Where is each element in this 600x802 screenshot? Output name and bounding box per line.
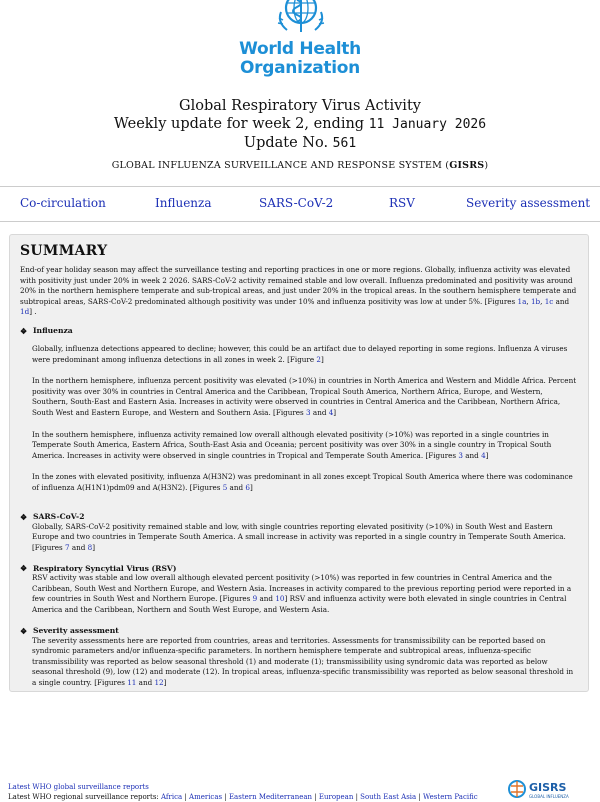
- nav-co-circulation[interactable]: Co-circulation: [20, 196, 106, 210]
- figure-link-1b[interactable]: 1b: [530, 296, 541, 306]
- severity-text-body: The severity assessments here are reported from countries, areas and territories. Assessments for transmissibility can be reported based on syndromic parameters and/or influenza-specific parameters. In northern hemisphere temperate and subtropical areas, influenza-specific transmissibility was reported as below seasonal threshold (1) and moderate (1); transmissibility using syndromic data was reported as below seasonal threshold (9), low (12) and moderate (12). In tropical areas, influenza-specific transmissibility was reported as below seasonal threshold in a single country. [Figures: [32, 635, 574, 688]
- sars-heading: [20, 512, 578, 522]
- region-link-americas[interactable]: Americas: [189, 793, 223, 801]
- figure-link-5[interactable]: 5: [222, 482, 228, 492]
- figure-link-11[interactable]: 11: [127, 678, 137, 688]
- who-logo: [0, 0, 600, 90]
- summary-box: [9, 234, 589, 692]
- header: [0, 0, 600, 171]
- influenza-section: [20, 326, 578, 494]
- section-nav: [0, 186, 600, 222]
- figure-link-10[interactable]: 10: [275, 594, 285, 604]
- severity-heading-text: Severity assessment: [33, 626, 119, 636]
- week-end-date: 11 January 2026: [368, 117, 487, 132]
- global-reports-link[interactable]: Latest WHO global surveillance reports: [8, 783, 149, 791]
- regional-reports-line: Latest WHO regional surveillance reports: Africa | Americas | Eastern Mediterranean | European | South East Asia | Western Pacific: [8, 793, 478, 801]
- report-titles: [0, 97, 600, 171]
- who-wordmark-line2: Organization: [240, 58, 360, 78]
- region-link-european[interactable]: European: [318, 793, 354, 801]
- nav-rsv[interactable]: RSV: [389, 196, 415, 210]
- figure-link-8[interactable]: 8: [87, 542, 93, 552]
- bullet-icon: ❖: [20, 325, 28, 336]
- severity-heading: [20, 626, 578, 636]
- nav-severity-assessment[interactable]: Severity assessment: [466, 196, 591, 210]
- summary-heading: SUMMARY: [20, 243, 108, 259]
- sars-text: Globally, SARS-CoV-2 positivity remained stable and low, with single countries reporting elevated positivity (>10%) in South West and Eastern Europe and two countries in Temperate South America. A small increase in activity was reported in a single country in Temperate South America. [Figures 7 and 8]: [32, 521, 566, 552]
- influenza-heading: [20, 326, 578, 336]
- footer: [8, 782, 478, 802]
- who-wordmark-line1: World Health: [239, 39, 361, 59]
- figure-link-6[interactable]: 6: [245, 482, 250, 492]
- figure-link-2[interactable]: 2: [316, 354, 321, 364]
- influenza-p2: In the northern hemisphere, influenza percent positivity was elevated (>10%) in countries in North America and Western and Middle Africa. Percent positivity was over 30% in countries in Central America and the Caribbean, Tropical South America, Northern Africa, Europe, and Western, Southern, South-East and Eastern Asia. Increases in activity were observed in countries in Central America and the Caribbean, Northern Africa, South West and Eastern Europe, and Western and Southern Asia. [Figures 3 and 4]: [32, 376, 577, 417]
- figure-link-9[interactable]: 9: [252, 594, 258, 604]
- report-title: Global Respiratory Virus Activity: [179, 98, 421, 114]
- who-wordmark: [0, 40, 600, 78]
- influenza-p3: In the southern hemisphere, influenza activity remained low overall although elevated positivity (>10%) was reported in a single countries in Temperate South America, Eastern Africa, South-East Asia and Oceania; percent positivity was over 30% in a single country in Tropical South America. Increases in activity were observed in single countries in Tropical and Temperate South America. [Figures 3 and 4]: [32, 429, 552, 460]
- update-number-line: [0, 134, 600, 153]
- figure-link-1c[interactable]: 1c: [544, 296, 554, 306]
- influenza-p4-text: In the zones with elevated positivity, influenza A(H3N2) was predominant in all zones except Tropical South America where there was codominance of influenza A(H1N1)pdm09 and A(H3N2). [Figures: [32, 472, 573, 492]
- influenza-p3-text: In the southern hemisphere, influenza activity remained low overall although elevated positivity (>10%) was reported in a single countries in Temperate South America, Eastern Africa, South-East Asia and Oceania; percent positivity was over 30% in a single country in Tropical South America. Increases in activity were observed in single countries in Tropical and Temperate South America. [Figures: [32, 429, 552, 460]
- sars-heading-text: SARS-CoV-2: [33, 512, 85, 521]
- gisrs-system-line: [0, 160, 600, 171]
- severity-text: The severity assessments here are reported from countries, areas and territories. Assessments for transmissibility can be reported based on syndromic parameters and/or influenza-specific parameters. In northern hemisphere temperate and subtropical areas, influenza-specific transmissibility was reported as below seasonal threshold (1) and moderate (1); transmissibility using syndromic data was reported as below seasonal threshold (9), low (12) and moderate (12). In tropical areas, influenza-specific transmissibility was reported as below seasonal threshold in a single country. [Figures 11 and 12]: [32, 635, 574, 688]
- rsv-text-body-2: RSV and influenza activity were both elevated in single countries in Central America and the Caribbean, Northern and South West Europe, and Western Asia.: [32, 594, 567, 615]
- gisrs-logo-icon: [508, 778, 598, 800]
- gisrs-prefix: GLOBAL INFLUENZA SURVEILLANCE AND RESPONSE SYSTEM (: [111, 160, 450, 171]
- figure-link-7[interactable]: 7: [65, 542, 70, 552]
- sars-section: [20, 512, 578, 554]
- region-link-western-pacific[interactable]: Western Pacific: [423, 793, 478, 801]
- rsv-heading-text: Respiratory Syncytial Virus (RSV): [33, 563, 177, 573]
- week-label: Weekly update for week 2, ending: [113, 116, 365, 132]
- summary-intro: End-of year holiday season may affect the surveillance testing and reporting practices in one or more regions. Globally, influenza activity was elevated with positivity just under 20% in week 2 2026. SARS-CoV-2 activity remained stable and low overall. Influenza predominated and positivity was around 20% in the northern hemisphere temperate and sub-tropical areas, and just under 20% in the tropical areas. In the southern hemisphere temperate and subtropical areas, SARS-CoV-2 predominated although positivity was under 10% and influenza positivity was low at under 5%. [Figures 1a, 1b, 1c and 1d] .: [20, 265, 577, 317]
- influenza-p4: In the zones with elevated positivity, influenza A(H3N2) was predominant in all zones except Tropical South America where there was codominance of influenza A(H1N1)pdm09 and A(H3N2). [Figures 5 and 6]: [32, 472, 573, 492]
- nav-influenza[interactable]: Influenza: [155, 196, 212, 210]
- nav-sars-cov-2[interactable]: SARS-CoV-2: [259, 196, 334, 210]
- gisrs-suffix: ): [484, 160, 489, 171]
- bullet-icon: ❖: [20, 625, 28, 636]
- update-label: Update No.: [243, 135, 329, 151]
- rsv-section: [20, 563, 578, 615]
- influenza-p1-text: Globally, influenza detections appeared to decline; however, this could be an artifact due to delayed reporting in some regions. Influenza A viruses were predominant among influenza detections in all zones in week 2. [Figure: [32, 343, 568, 364]
- region-link-africa[interactable]: Africa: [161, 793, 183, 801]
- influenza-body: [32, 344, 578, 494]
- figure-link-4[interactable]: 4: [328, 407, 334, 417]
- region-link-eastern-mediterranean[interactable]: Eastern Mediterranean: [228, 793, 313, 801]
- severity-section: [20, 626, 578, 689]
- gisrs-logo-sub: GLOBAL INFLUENZA: [529, 794, 569, 799]
- bullet-icon: ❖: [20, 563, 28, 574]
- rsv-text: RSV activity was stable and low overall although elevated percent positivity (>10%) was reported in few countries in Central America and the Caribbean, South West and Northern Europe, and Western Asia. Increases in activity compared to the previous reporting period were reported in a few countries in South West and Northern Europe. [Figures 9 and 10] RSV and influenza activity were both elevated in single countries in Central America and the Caribbean, Northern and South West Europe, and Western Asia.: [32, 573, 572, 615]
- gisrs-acronym: GISRS: [449, 160, 485, 171]
- figure-link-3b[interactable]: 3: [458, 450, 463, 460]
- figure-link-12[interactable]: 12: [154, 678, 164, 688]
- influenza-heading-text: Influenza: [33, 326, 73, 336]
- bullet-icon: ❖: [20, 511, 28, 522]
- report-week-line: [0, 115, 600, 134]
- figure-link-1d[interactable]: 1d: [20, 307, 30, 317]
- figure-link-3[interactable]: 3: [306, 407, 311, 417]
- figure-link-1a[interactable]: 1a: [517, 296, 527, 306]
- rsv-text-body: RSV activity was stable and low overall although elevated percent positivity (>10%) was reported in few countries in Central America and the Caribbean, South West and Northern Europe, and Western Asia. Increases in activity compared to the previous reporting period were reported in a few countries in South West and Northern Europe. [Figures: [32, 573, 572, 604]
- influenza-p1: Globally, influenza detections appeared to decline; however, this could be an artifact due to delayed reporting in some regions. Influenza A viruses were predominant among influenza detections in all zones in week 2. [Figure 2]: [32, 343, 568, 364]
- region-link-south-east-asia[interactable]: South East Asia: [360, 793, 417, 801]
- regional-reports-label: Latest WHO regional surveillance reports:: [8, 793, 159, 801]
- gisrs-logo-text: GISRS: [529, 781, 567, 794]
- who-emblem-icon: [275, 0, 327, 34]
- summary-intro-text: End-of year holiday season may affect the surveillance testing and reporting practices in one or more regions. Globally, influenza activity was elevated with positivity just under 20% in week 2 2026. SARS-CoV-2 activity remained stable and low overall. Influenza predominated and positivity was around 20% in the northern hemisphere temperate and sub-tropical areas, and just under 20% in the tropical areas. In the southern hemisphere temperate and subtropical areas, SARS-CoV-2 predominated although positivity was under 10% and influenza positivity was low at under 5%. [Figures: [20, 265, 577, 306]
- rsv-heading: [20, 563, 578, 573]
- influenza-p2-text: In the northern hemisphere, influenza percent positivity was elevated (>10%) in countries in North America and Western and Middle Africa. Percent positivity was over 30% in countries in Central America and the Caribbean, Tropical South America, Northern Africa, Europe, and Western, Southern, South-East and Eastern Asia. Increases in activity were observed in countries in Central America and the Caribbean, Northern Africa, South West and Eastern Europe, and Western and Southern Asia. [Figures: [32, 376, 577, 417]
- update-number: 561: [332, 136, 357, 151]
- figure-link-4b[interactable]: 4: [481, 450, 486, 460]
- sars-text-body: Globally, SARS-CoV-2 positivity remained stable and low, with single countries reporting elevated positivity (>10%) in South West and Eastern Europe and two countries in Temperate South America. A small increase in activity was reported in a single country in Temperate South America. [Figures: [32, 521, 566, 552]
